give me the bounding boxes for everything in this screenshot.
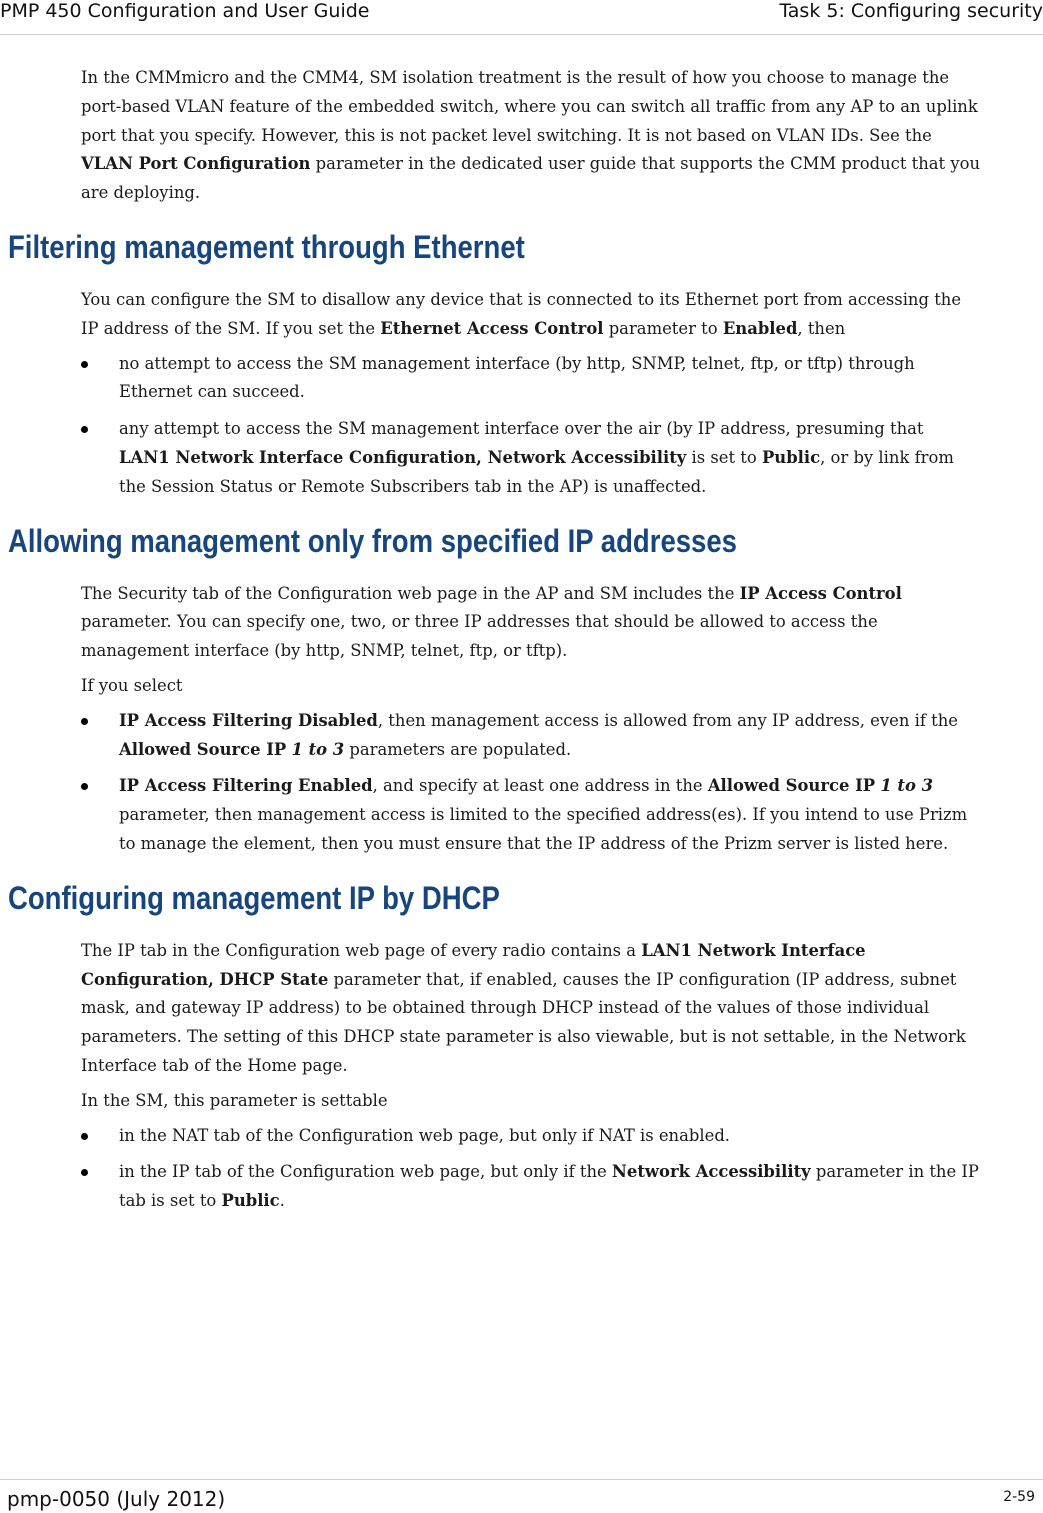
if-you-select-paragraph: If you select	[81, 675, 183, 695]
heading-configuring-dhcp: Configuring management IP by DHCP	[8, 879, 500, 916]
bullet-icon	[81, 1133, 88, 1140]
page-number: 2-59	[1003, 1489, 1035, 1505]
page-body	[0, 64, 1043, 1224]
bullet-icon	[81, 361, 88, 368]
bullet-icon	[81, 1169, 88, 1176]
list-item: no attempt to access the SM management interface (by http, SNMP, telnet, ftp, or tftp) through Ethernet can succeed.	[119, 350, 979, 408]
heading-filtering-management: Filtering management through Ethernet	[8, 228, 525, 265]
dhcp-bullet-list	[0, 1122, 1043, 1216]
list-item: in the IP tab of the Configuration web page, but only if the Network Accessibility parameter in the IP tab is set to Public.	[119, 1158, 979, 1216]
page-footer	[0, 1479, 1043, 1513]
filtering-paragraph: You can configure the SM to disallow any device that is connected to its Ethernet port from accessing the IP address of the SM. If you set the Ethernet Access Control parameter to Enabled, then	[81, 289, 962, 338]
ip-access-bullet-list	[0, 707, 1043, 859]
page-header	[0, 0, 1043, 35]
list-item: in the NAT tab of the Configuration web page, but only if NAT is enabled.	[119, 1122, 979, 1151]
document-title: PMP 450 Configuration and User Guide	[0, 0, 370, 22]
list-item: IP Access Filtering Enabled, and specify at least one address in the Allowed Source IP 1 to 3 parameter, then management access is limited to the specified address(es). If you intend to use Prizm to manage the element, then you must ensure that the IP address of the Prizm server is listed here.	[119, 772, 979, 858]
heading-allowing-management: Allowing management only from specified IP addresses	[8, 522, 737, 559]
bullet-icon	[81, 783, 88, 790]
dhcp-paragraph: The IP tab in the Configuration web page of every radio contains a LAN1 Network Interface Configuration, DHCP State parameter that, if enabled, causes the IP configuration (IP address, subnet mask, and gateway IP address) to be obtained through DHCP instead of the values of those individual parameters. The setting of this DHCP state parameter is also viewable, but is not settable, in the Network Interface tab of the Home page.	[81, 940, 966, 1075]
document-id: pmp-0050 (July 2012)	[7, 1487, 226, 1511]
bullet-icon	[81, 426, 88, 433]
filtering-bullet-list	[0, 350, 1043, 502]
section-title: Task 5: Configuring security	[779, 0, 1043, 22]
list-item: any attempt to access the SM management interface over the air (by IP address, presuming that LAN1 Network Interface Configuration, Network Accessibility is set to Public, or by link from the Session Status or Remote Subscribers tab in the AP) is unaffected.	[119, 415, 979, 501]
intro-paragraph: In the CMMmicro and the CMM4, SM isolation treatment is the result of how you choose to manage the port-based VLAN feature of the embedded switch, where you can switch all traffic from any AP to an uplink port that you specify. However, this is not packet level switching. It is not based on VLAN IDs. See the VLAN Port Configuration parameter in the dedicated user guide that supports the CMM product that you are deploying.	[81, 68, 981, 203]
ip-access-paragraph: The Security tab of the Configuration web page in the AP and SM includes the IP Access Control parameter. You can specify one, two, or three IP addresses that should be allowed to access the management interface (by http, SNMP, telnet, ftp, or tftp).	[81, 583, 902, 661]
sm-settable-paragraph: In the SM, this parameter is settable	[81, 1090, 388, 1110]
bullet-icon	[81, 718, 88, 725]
list-item: IP Access Filtering Disabled, then management access is allowed from any IP address, even if the Allowed Source IP 1 to 3 parameters are populated.	[119, 707, 979, 765]
